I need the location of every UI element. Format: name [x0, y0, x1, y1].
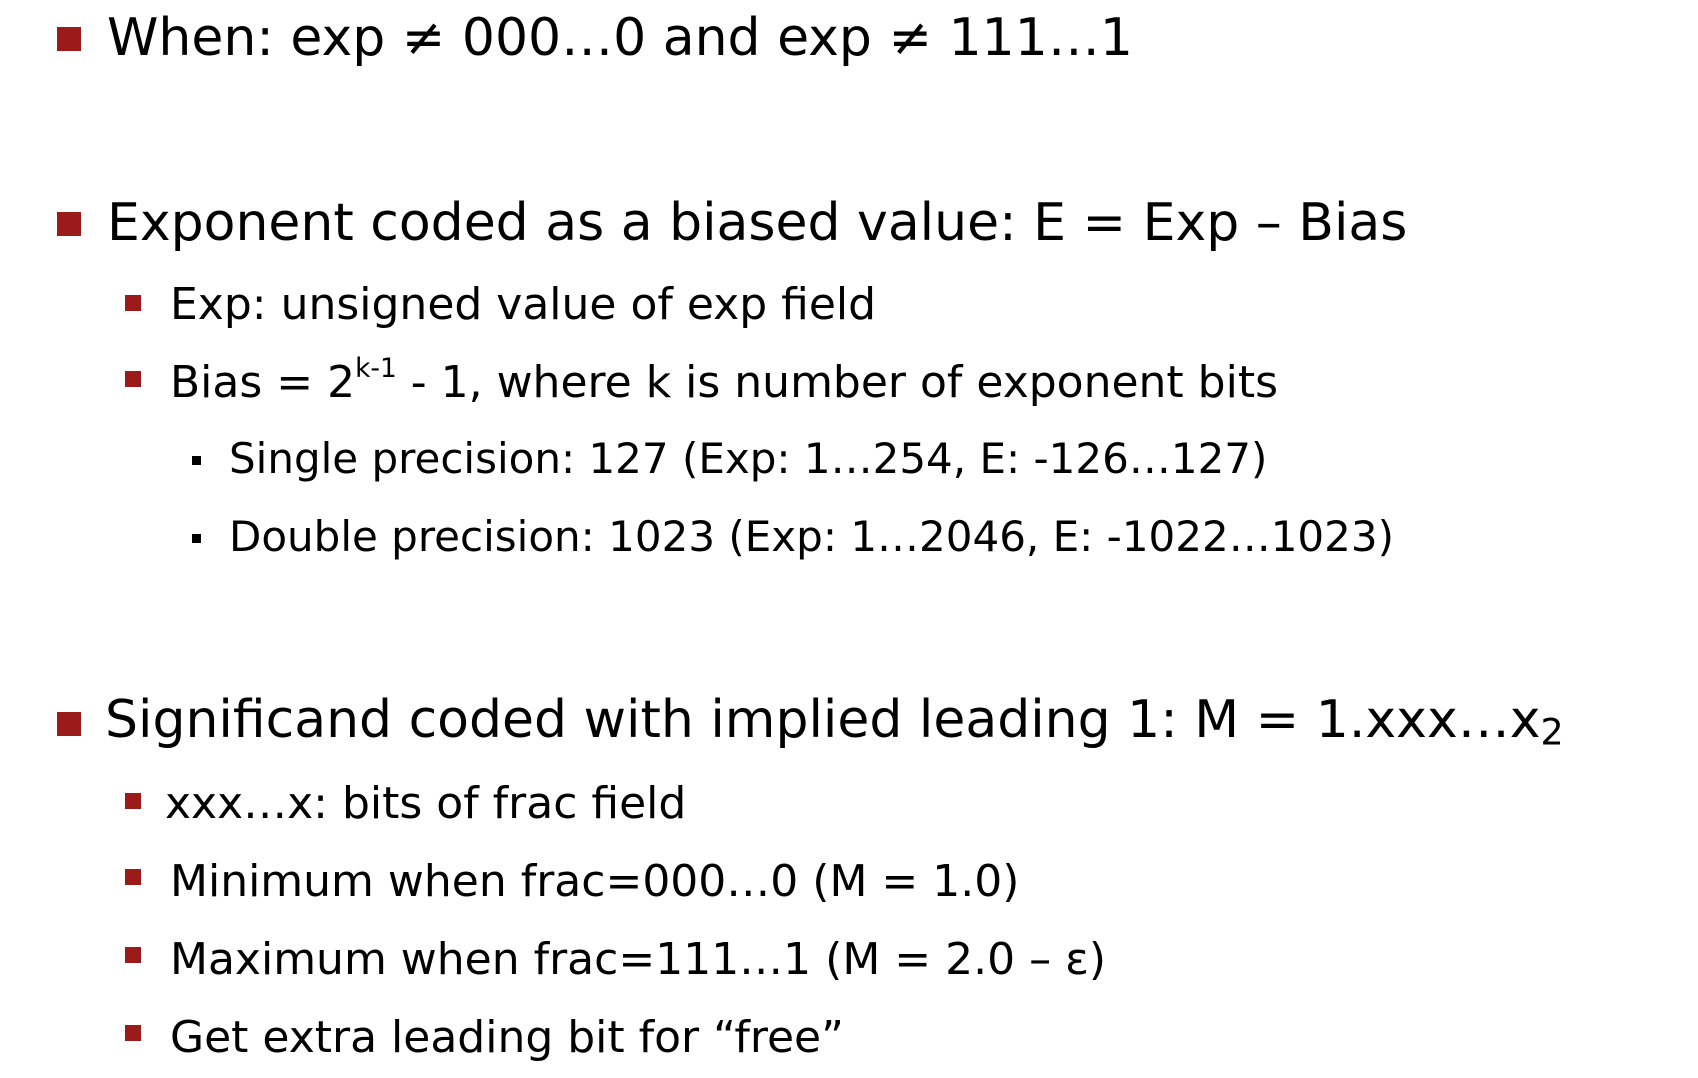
bullet-when-condition: When: exp ≠ 000…0 and exp ≠ 111…1: [107, 8, 1133, 68]
sub-bullet-marker: [125, 371, 141, 387]
significand-subscript: 2: [1540, 710, 1564, 754]
bias-formula-superscript: k-1: [355, 353, 397, 385]
sub-sub-bullet-marker: [192, 456, 201, 465]
sub-bullet-frac-bits: xxx…x: bits of frac field: [165, 778, 687, 829]
sub-bullet-marker: [125, 295, 141, 311]
sub-sub-bullet-double-precision: Double precision: 1023 (Exp: 1…2046, E: -1022…1023): [229, 512, 1394, 561]
bullet-marker: [57, 27, 81, 51]
sub-bullet-bias-formula: [170, 353, 1278, 409]
sub-bullet-marker: [125, 869, 141, 885]
bullet-marker: [57, 712, 81, 736]
bullet-significand-implied: [105, 690, 1564, 754]
bullet-exponent-biased: Exponent coded as a biased value: E = Exp – Bias: [107, 193, 1408, 253]
sub-bullet-minimum: Minimum when frac=000…0 (M = 1.0): [170, 856, 1020, 907]
sub-bullet-marker: [125, 1025, 141, 1041]
sub-bullet-marker: [125, 793, 141, 809]
bias-formula-pre: Bias = 2: [170, 357, 356, 408]
sub-sub-bullet-single-precision: Single precision: 127 (Exp: 1…254, E: -126…127): [229, 434, 1268, 483]
sub-bullet-maximum: Maximum when frac=111…1 (M = 2.0 – ε): [170, 934, 1107, 985]
sub-bullet-exp-unsigned: Exp: unsigned value of exp field: [170, 279, 877, 330]
sub-bullet-marker: [125, 947, 141, 963]
bullet-marker: [57, 212, 81, 236]
sub-bullet-extra-bit: Get extra leading bit for “free”: [170, 1012, 844, 1063]
significand-text: Significand coded with implied leading 1: M = 1.xxx…x: [105, 690, 1541, 750]
bias-formula-post: - 1, where k is number of exponent bits: [396, 357, 1278, 408]
sub-sub-bullet-marker: [192, 534, 201, 543]
